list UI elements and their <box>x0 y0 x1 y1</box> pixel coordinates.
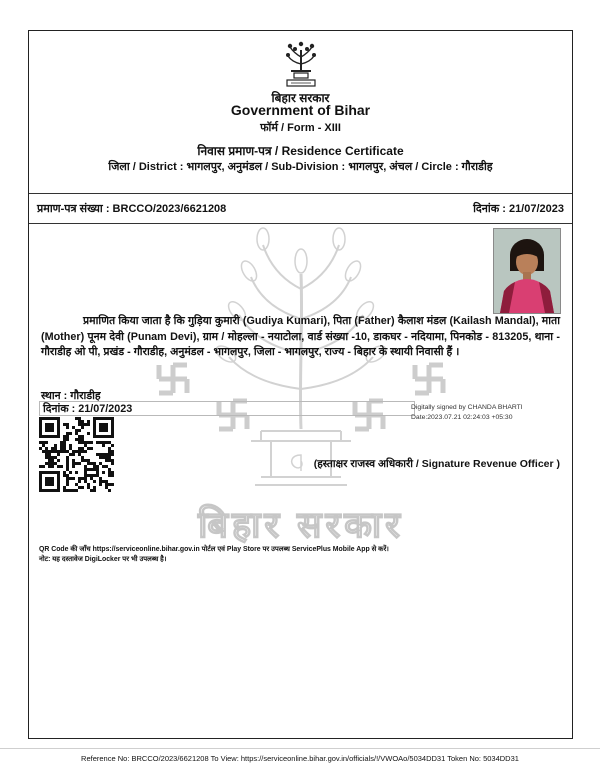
certificate-number: प्रमाण-पत्र संख्या : BRCCO/2023/6621208 <box>37 203 227 215</box>
certificate-body-text: प्रमाणित किया जाता है कि गुड़िया कुमारी (Gudiya Kumari), पिता (Father) कैलाश मंडल (Kailash Mandal), माता (Mother) पूनम देवी (Punam Devi), ग्राम / मोहल्ला - नयाटोला, वार्ड संख्या -10, डाकघर - नदियामा, पिनकोड - 813205, थाना - गौराडीह ओ पी, प्रखंड - गौराडीह, अनुमंडल - भागलपुर, जिला - भागलपुर, राज्य - बिहार के स्थायी निवासी हैं । <box>41 315 560 359</box>
meta-row <box>37 201 564 216</box>
certificate-border <box>28 30 573 739</box>
watermark-text: बिहार सरकार <box>197 504 404 545</box>
certificate-title: निवास प्रमाण-पत्र / Residence Certificate <box>197 144 404 158</box>
issue-date: दिनांक : 21/07/2023 <box>473 203 564 215</box>
applicant-photo <box>493 228 561 314</box>
digital-signature-line2: Date:2023.07.21 02:24:03 +05:30 <box>411 413 513 421</box>
signature-officer-line: (हस्ताक्षर राजस्व अधिकारी / Signature Revenue Officer ) <box>313 458 560 470</box>
bihar-emblem-icon <box>29 37 572 94</box>
digilocker-note: नोट: यह दस्तावेज DigiLocker पर भी उपलब्ध है। <box>39 556 167 563</box>
date-line-box <box>39 401 415 416</box>
watermark <box>111 219 491 564</box>
govt-name-english: Government of Bihar <box>230 102 371 118</box>
digital-signature-line1: Digitally signed by CHANDA BHARTI <box>411 404 523 411</box>
footer-divider <box>0 748 600 749</box>
govt-name-hindi: बिहार सरकार <box>271 91 330 105</box>
date-line: दिनांक : 21/07/2023 <box>43 403 133 415</box>
qr-code <box>39 417 114 492</box>
divider-top <box>29 193 572 194</box>
form-number-line: फॉर्म / Form - XIII <box>260 122 341 134</box>
district-line: जिला / District : भागलपुर, अनुमंडल / Sub-Division : भागलपुर, अंचल / Circle : गौराडीह <box>108 161 493 173</box>
divider-meta <box>29 223 572 224</box>
qr-note: QR Code की जाँच https://serviceonline.bihar.gov.in पोर्टल एवं Play Store पर उपलब्ध ServicePlus Mobile App से करें। <box>39 546 389 553</box>
reference-footer: Reference No: BRCCO/2023/6621208 To View: https://serviceonline.bihar.gov.in/officials/!/VWOAo/5034DD31 Token No: 5034DD31 <box>81 754 519 763</box>
digital-signature-text <box>411 403 556 422</box>
place-line: स्थान : गौराडीह <box>41 390 101 402</box>
